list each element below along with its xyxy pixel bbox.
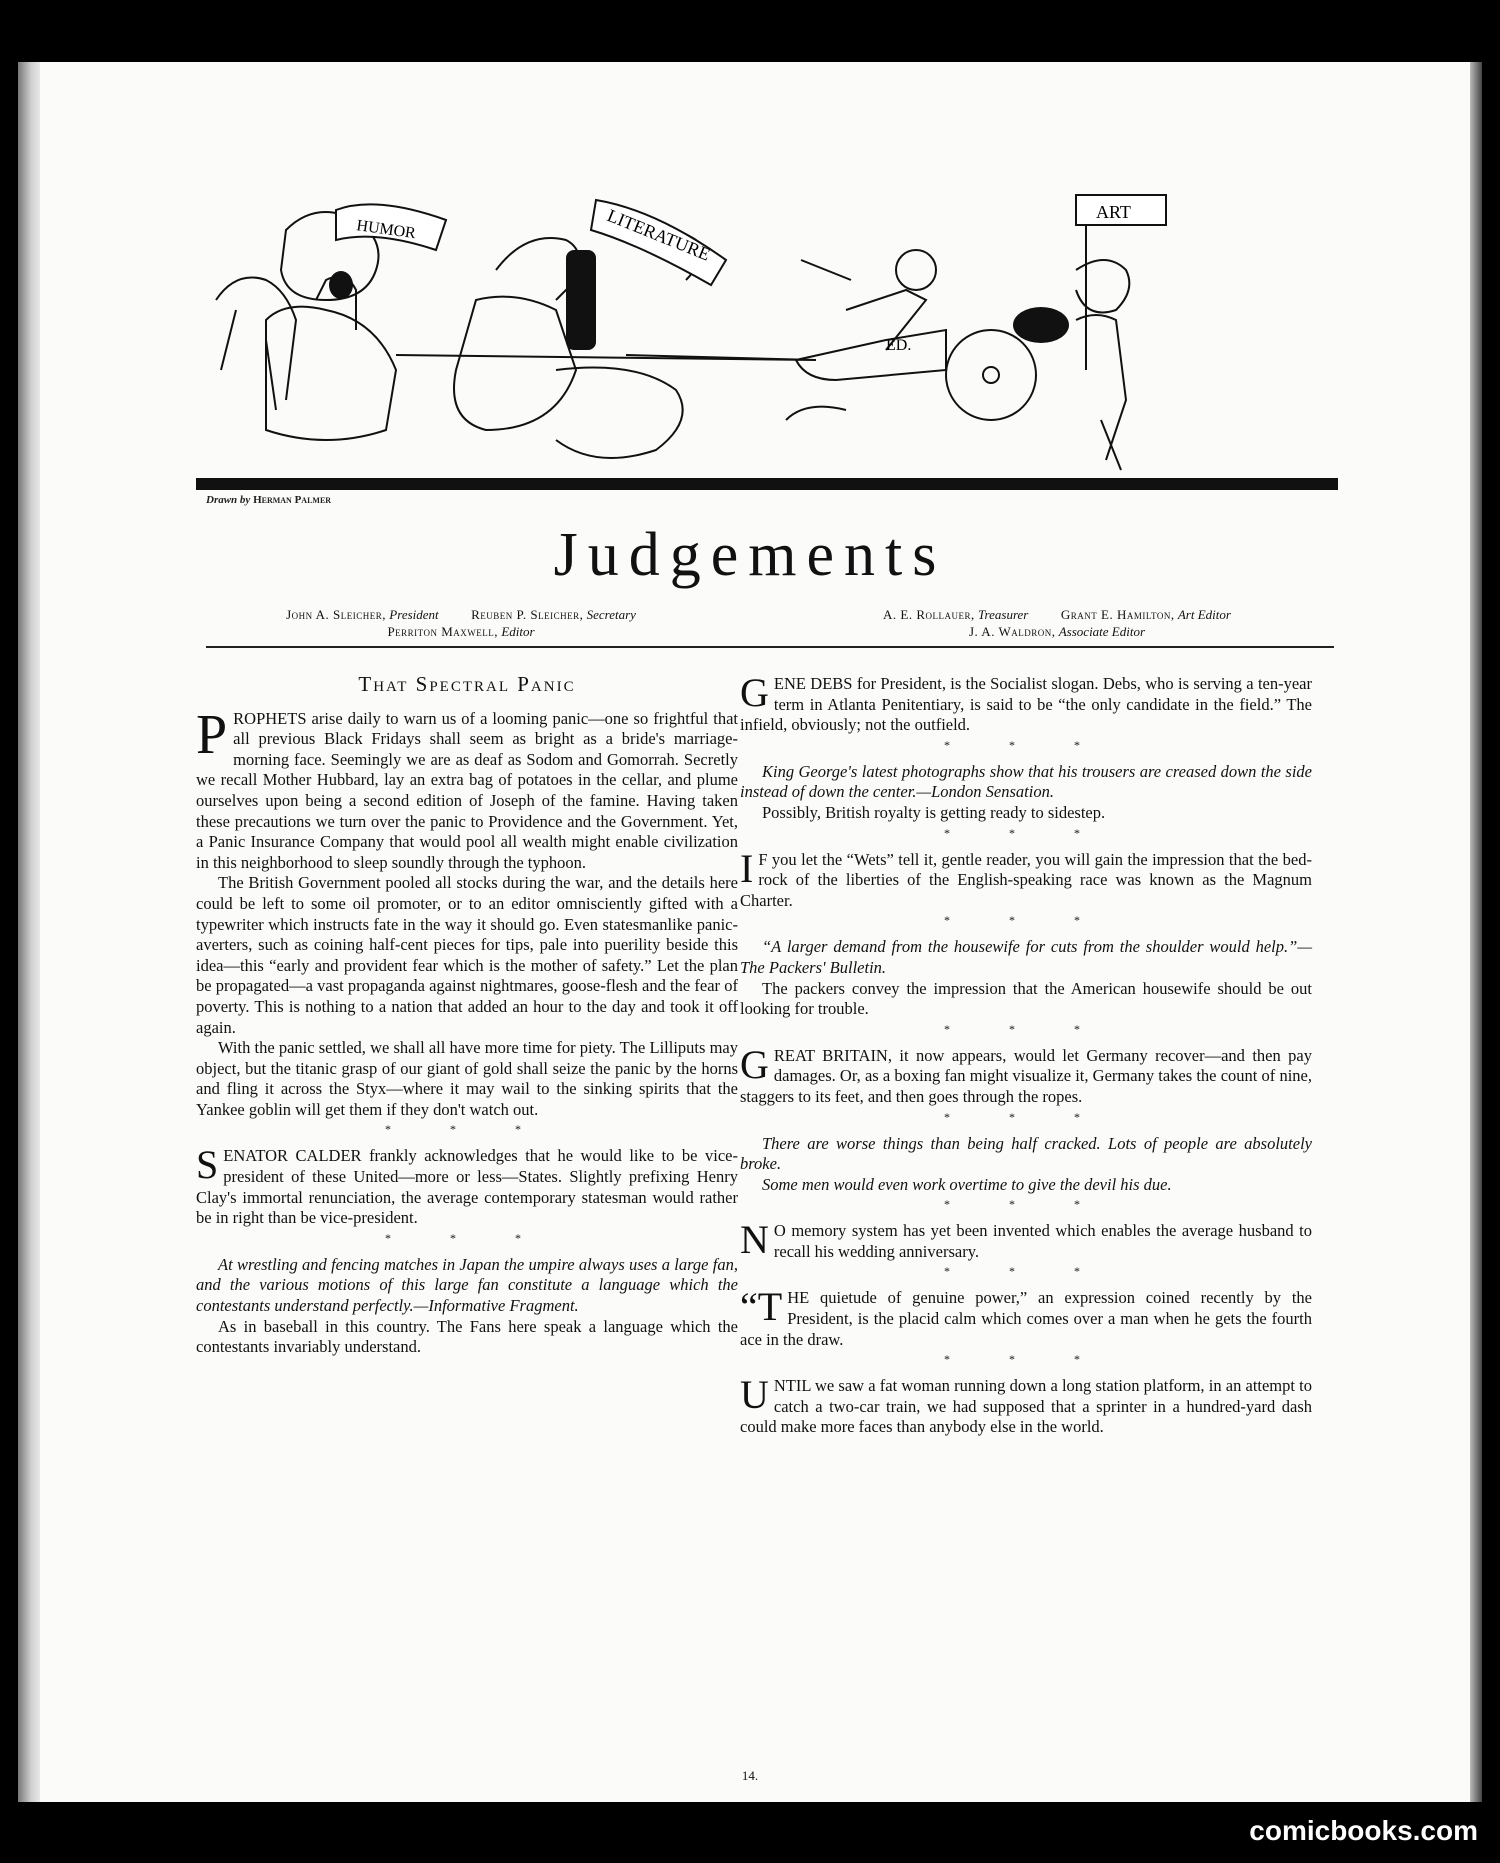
drop-cap: G	[740, 670, 769, 715]
staff-name: J. A. Waldron,	[968, 624, 1056, 639]
paragraph-text: REAT BRITAIN, it now appears, would let Germany recover—and then pay damages. Or, as a boxing fan might visualize it, Germany takes the count of nine, staggers to its feet, and then goes through the ropes.	[740, 1045, 1312, 1106]
drop-cap: P	[196, 703, 228, 766]
quoted-item: Some men would even work overtime to give the devil his due.	[762, 1174, 1172, 1194]
paragraph-text: ROPHETS arise daily to warn us of a looming panic—one so frightful that all previous Black Fridays shall seem as bright as a bride's marriage-morning face. Seemingly we are as deaf as Sodom and Gomorrah. Secretly we recall Mother Hubbard, lay an extra bag of potatoes in the cellar, and plume ourselves upon being a second edition of Joseph of the famine. Having taken these precautions we turn over the panic to Providence and the Government. Yet, a Panic Insurance Company that would pool all wealth might enable civilization in this neighborhood to sleep soundly through the typhoon.	[196, 708, 738, 872]
drop-cap: I	[740, 845, 754, 891]
paragraph	[740, 1284, 1312, 1350]
quoted-item: At wrestling and fencing matches in Japan the umpire always uses a large fan, and the various motions of this large fan constitute a language which the contestants understand perfectly.—Informative Fragment.	[196, 1254, 738, 1316]
paragraph	[740, 845, 1312, 912]
staff-masthead-right	[774, 606, 1340, 640]
cartoon-illustration	[196, 190, 1338, 490]
paragraph	[196, 1142, 738, 1228]
section-separator: * * *	[385, 1122, 549, 1137]
site-watermark: comicbooks.com	[1249, 1815, 1478, 1846]
article-heading: That Spectral Panic	[358, 672, 576, 696]
quoted-item: “A larger demand from the housewife for cuts from the shoulder would help.”—The Packers' Bulletin.	[740, 937, 1312, 977]
page-edge	[1470, 62, 1482, 1802]
paragraph-text: O memory system has yet been invented which enables the average husband to recall his wedding anniversary.	[773, 1221, 1312, 1261]
paragraph	[740, 1041, 1312, 1108]
staff-role: Editor	[501, 624, 535, 639]
paragraph-text: ENATOR CALDER frankly acknowledges that he would like to be vice-president of these United—more or less—States. Slightly prefixing Henry Clay's immortal renunciation, the average contemporary statesman would rather be in right than be vice-president.	[196, 1146, 738, 1228]
section-separator: * * *	[944, 1352, 1108, 1367]
section-separator: * * *	[944, 1264, 1108, 1279]
chariot-label-text: ED.	[886, 337, 912, 354]
banner-literature-text: LITERATURE	[604, 205, 714, 265]
paragraph	[196, 703, 738, 874]
staff-name: Perriton Maxwell,	[387, 624, 499, 639]
paragraph-text: HE quietude of genuine power,” an expression coined recently by the President, is the placid calm which comes over a man when he gets the fourth ace in the draw.	[740, 1288, 1312, 1349]
drop-cap: S	[196, 1142, 219, 1188]
section-separator: * * *	[944, 1197, 1108, 1212]
drop-cap: “T	[740, 1284, 783, 1330]
right-column	[740, 670, 1312, 1438]
credit-prefix: Drawn by	[206, 494, 251, 506]
section-separator: * * *	[385, 1230, 549, 1245]
paragraph	[740, 1372, 1312, 1438]
paragraph-text: ENE DEBS for President, is the Socialist slogan. Debs, who is serving a ten-year term in Atlanta Penitentiary, is said to be “the only candidate in the field.” The infield, obviously; not the outfield.	[740, 674, 1312, 735]
banner-humor-text: HUMOR	[355, 217, 417, 243]
staff-name: Reuben P. Sleicher,	[471, 607, 584, 622]
left-column	[196, 674, 738, 1358]
page-title: Judgements	[553, 521, 947, 589]
cartoon-drawing	[196, 190, 1338, 490]
section-separator: * * *	[944, 913, 1108, 928]
staff-masthead-left	[176, 606, 746, 640]
paragraph: With the panic settled, we shall all have more time for piety. The Lilliputs may object, but the titanic grasp of our giant of gold shall seize the panic by the horns and fling it across the Styx—where it may wail to the sinking spirits that the Yankee goblin will get them if they don't watch out.	[196, 1038, 738, 1119]
staff-name: Grant E. Hamilton,	[1060, 607, 1175, 622]
quoted-item: There are worse things than being half cracked. Lots of people are absolutely broke.	[740, 1133, 1312, 1174]
credit-name: Herman Palmer	[253, 494, 332, 506]
paragraph-text: F you let the “Wets” tell it, gentle reader, you will gain the impression that the bed-rock of the liberties of the English-speaking race was known as the Magnum Charter.	[740, 849, 1312, 910]
staff-role: Treasurer	[978, 607, 1029, 622]
staff-name: John A. Sleicher,	[286, 607, 387, 622]
paragraph: As in baseball in this country. The Fans here speak a language which the contestants invariably understand.	[196, 1316, 738, 1357]
section-separator: * * *	[944, 825, 1108, 840]
paragraph: The packers convey the impression that the American housewife should be out looking for trouble.	[740, 978, 1312, 1019]
drop-cap: G	[740, 1041, 769, 1087]
paragraph: The British Government pooled all stocks during the war, and the details here could be left to some oil promoter, or to an editor omnisciently gifted with a typewriter which instructs fate in the way it should go. Even statesmanlike panic-averters, such as coining half-cent pieces for tips, pale into puerility beside this idea—this “early and provident fear which is the mother of safety.” Let the plan be propagated—a vast propaganda against nightmares, goose-flesh and the fear of poverty. This is nothing to a nation that added an hour to the day and took it off again.	[196, 873, 738, 1037]
page-number: 14.	[741, 1768, 759, 1783]
paragraph: Possibly, British royalty is getting ready to sidestep.	[762, 802, 1106, 822]
drop-cap: U	[740, 1372, 769, 1418]
staff-role: Secretary	[586, 607, 636, 622]
drop-cap: N	[740, 1217, 769, 1263]
staff-name: A. E. Rollauer,	[883, 607, 975, 622]
illustration-credit	[206, 494, 331, 506]
section-separator: * * *	[944, 1109, 1108, 1124]
section-separator: * * *	[944, 737, 1108, 752]
paragraph-text: NTIL we saw a fat woman running down a long station platform, in an attempt to catch a two-car train, we had supposed that a sprinter in a hundred-yard dash could make more faces than anybody else in the world.	[740, 1376, 1312, 1437]
paragraph	[740, 1217, 1312, 1263]
paragraph	[740, 670, 1312, 736]
header-rule	[206, 646, 1334, 648]
staff-role: Art Editor	[1177, 607, 1231, 622]
staff-role: President	[389, 607, 439, 622]
book-spine	[18, 62, 40, 1802]
banner-art-text: ART	[1096, 202, 1131, 222]
section-separator: * * *	[944, 1021, 1108, 1036]
staff-role: Associate Editor	[1058, 624, 1146, 639]
quoted-item: King George's latest photographs show that his trousers are creased down the side instead of down the center.—London Sensation.	[740, 761, 1312, 802]
